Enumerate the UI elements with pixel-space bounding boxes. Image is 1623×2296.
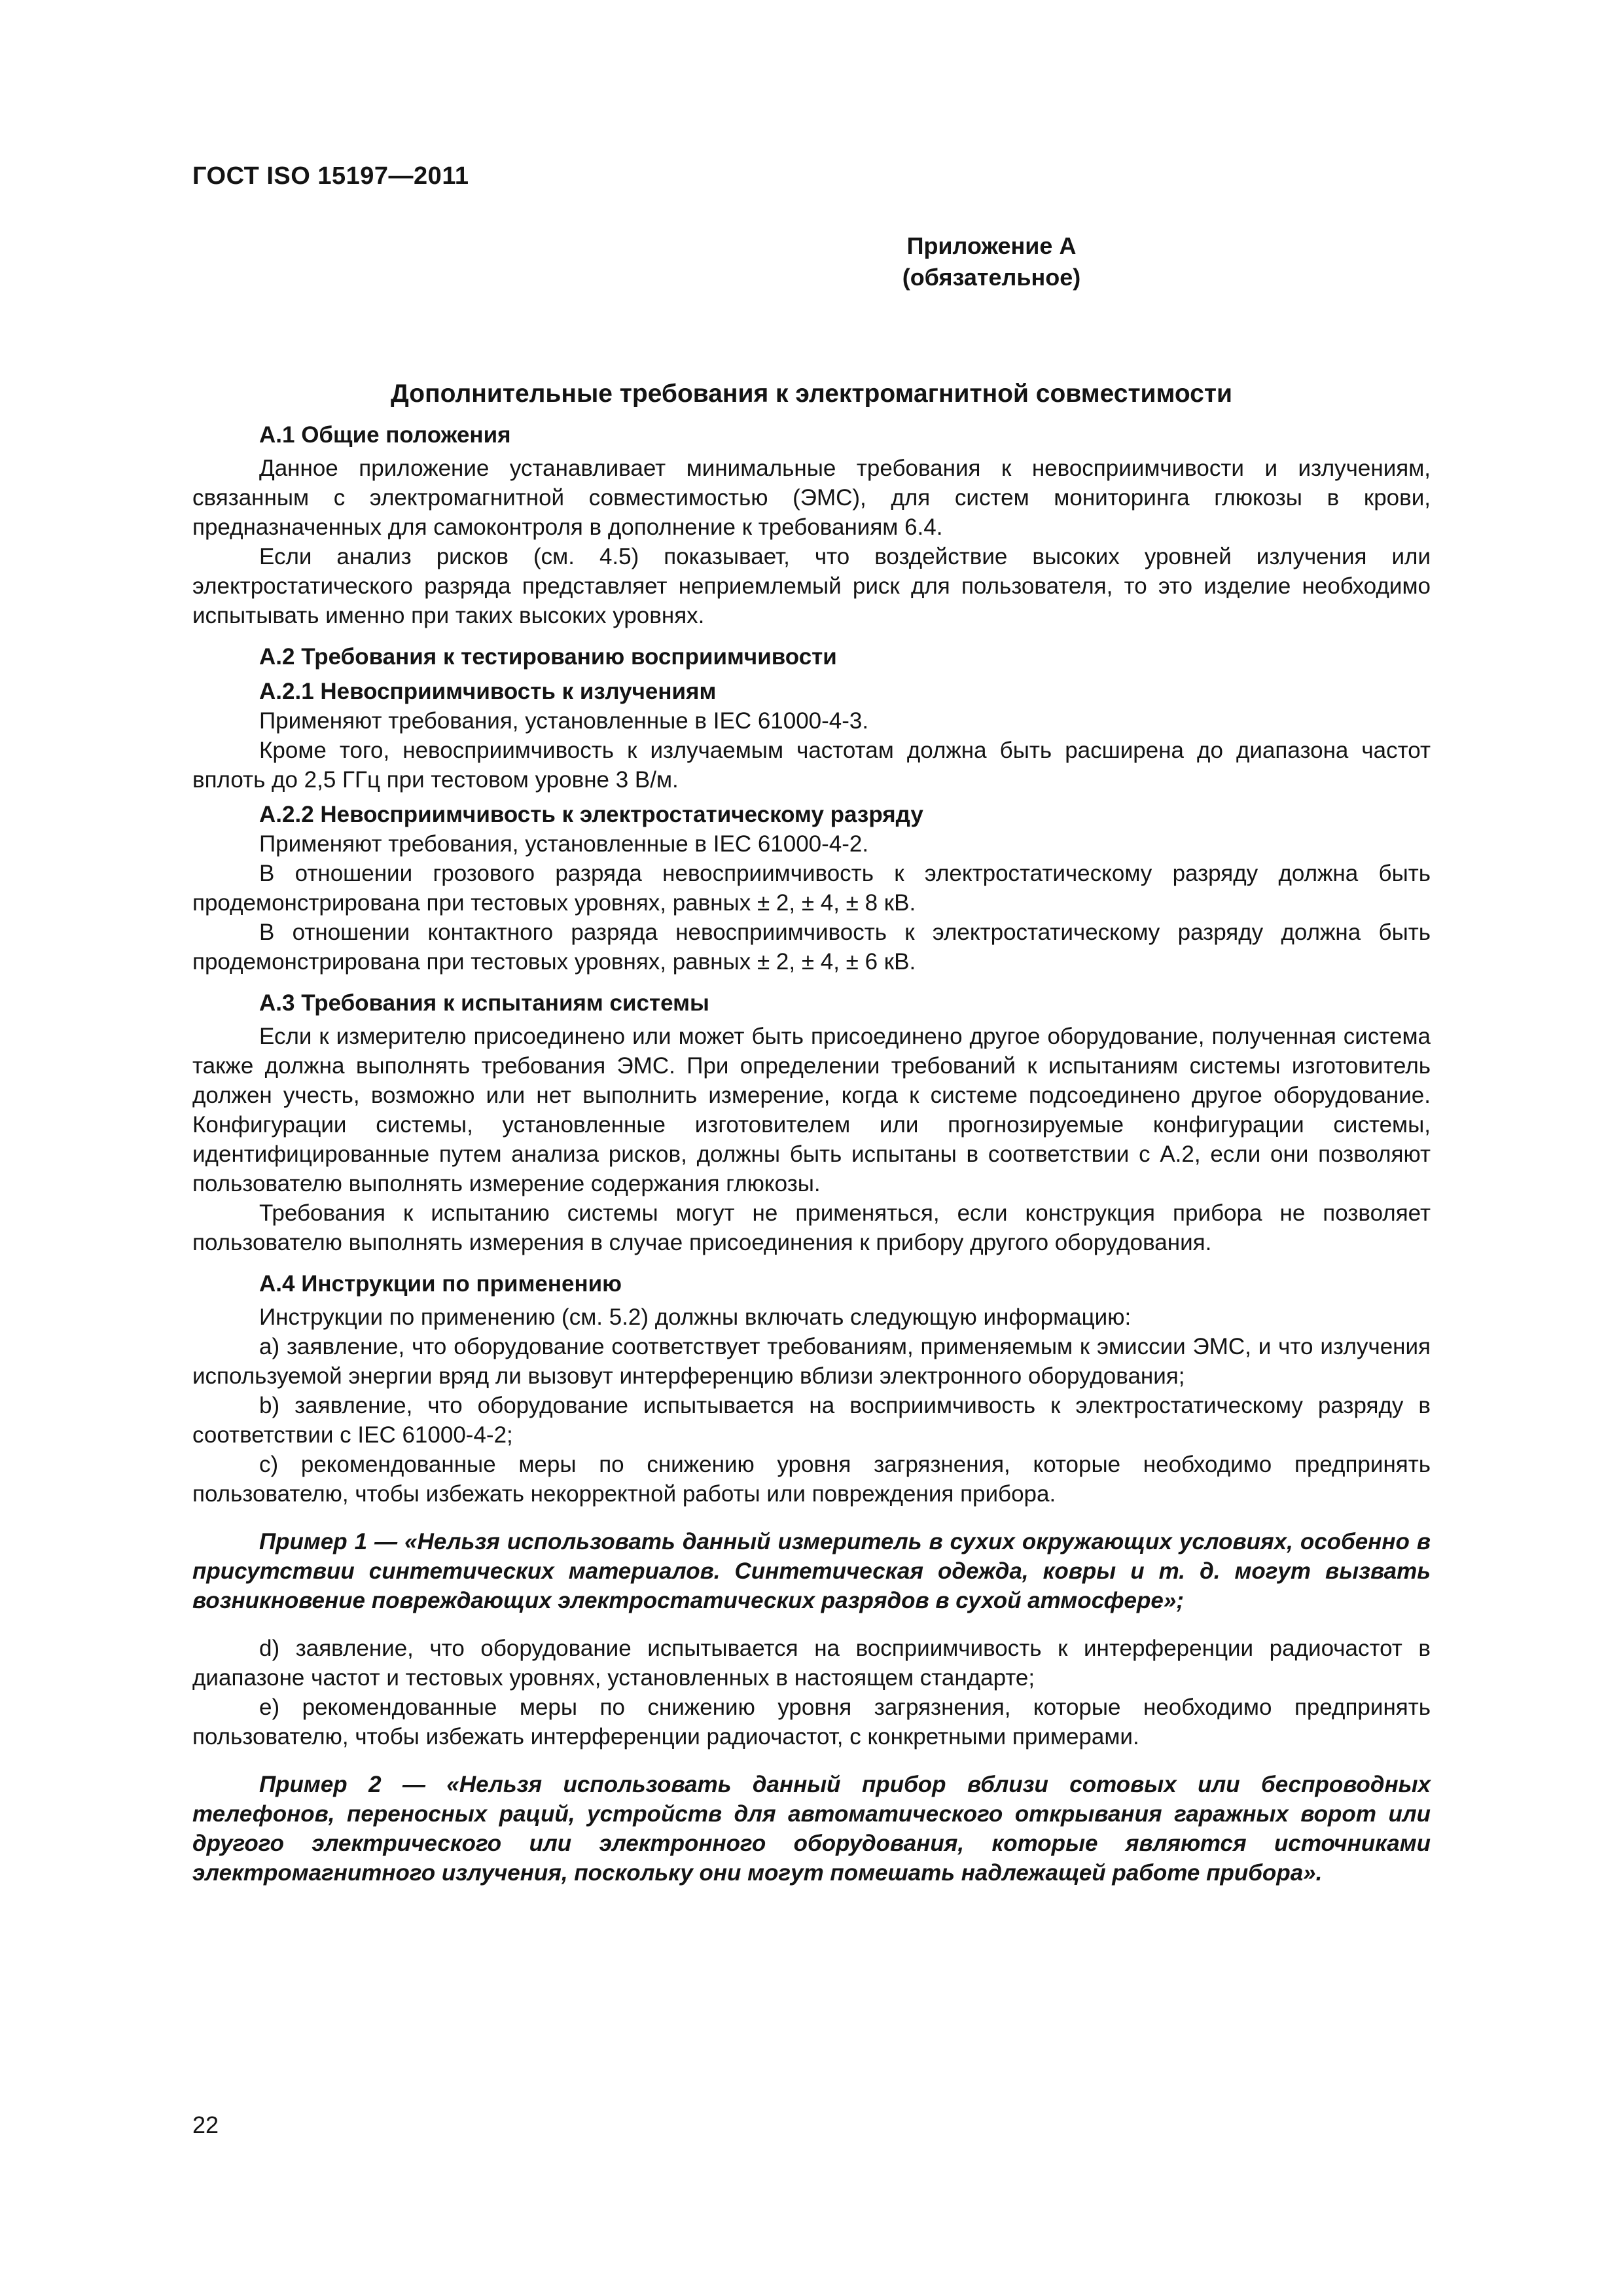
list-item: с) рекомендованные меры по снижению уровня загрязнения, которые необходимо предпринять пользователю, чтобы избежать некорректной работы или повреждения прибора.: [192, 1452, 1431, 1507]
annex-title: Дополнительные требования к электромагнитной совместимости: [391, 380, 1232, 408]
annex-label: Приложение А: [906, 232, 1077, 259]
section-heading-a1: А.1 Общие положения: [259, 422, 511, 448]
annex-status: (обязательное): [902, 264, 1081, 291]
paragraph: Кроме того, невосприимчивость к излучаемым частотам должна быть расширена до диапазона частот вплоть до 2,5 ГГц при тестовом уровне 3 В/м.: [192, 738, 1431, 793]
paragraph: В отношении грозового разряда невосприимчивость к электростатическому разряду должна быть продемонстрирована при тестовых уровнях, равных ± 2, ± 4, ± 8 кВ.: [192, 861, 1431, 916]
document-body: [192, 420, 1431, 1906]
paragraph: В отношении контактного разряда невосприимчивость к электростатическому разряду должна быть продемонстрирована при тестовых уровнях, равных ± 2, ± 4, ± 6 кВ.: [192, 920, 1431, 975]
example-note: Пример 2 — «Нельзя использовать данный прибор вблизи сотовых или беспроводных телефонов, переносных раций, устройств для автоматического открывания гаражных ворот или другого электрического или электронного оборудования, которые являются источниками электромагнитного излучения, поскольку они могут помешать надлежащей работе прибора».: [192, 1772, 1431, 1886]
list-item: b) заявление, что оборудование испытывается на восприимчивость к электростатическому разряду в соответствии с IEC 61000-4-2;: [192, 1393, 1431, 1448]
paragraph: Применяют требования, установленные в IEC 61000-4-3.: [259, 708, 869, 734]
list-item: а) заявление, что оборудование соответствует требованиям, применяемым к эмиссии ЭМС, и что излучения используемой энергии вряд ли вызовут интерференцию вблизи электронного оборудования;: [192, 1334, 1431, 1389]
paragraph: Применяют требования, установленные в IEC 61000-4-2.: [259, 831, 869, 857]
standard-designation: ГОСТ ISO 15197—2011: [192, 162, 469, 190]
paragraph: Данное приложение устанавливает минимальные требования к невосприимчивости и излучениям, связанным с электромагнитной совместимостью (ЭМС), для систем мониторинга глюкозы в крови, предназначенных для самоконтроля в дополнение к требованиям 6.4.: [192, 456, 1431, 540]
page-number: 22: [192, 2111, 219, 2138]
example-note: Пример 1 — «Нельзя использовать данный измеритель в сухих окружающих условиях, особенно в присутствии синтетических материалов. Синтетическая одежда, ковры и т. д. могут вызвать возникновение повреждающих электростатических разрядов в сухой атмосфере»;: [192, 1529, 1431, 1613]
list-item: е) рекомендованные меры по снижению уровня загрязнения, которые необходимо предпринять пользователю, чтобы избежать интерференции радиочастот, с конкретными примерами.: [192, 1695, 1431, 1749]
annex-label-block: [192, 230, 1431, 293]
paragraph: Требования к испытанию системы могут не применяться, если конструкция прибора не позволяет пользователю выполнять измерения в случае присоединения к прибору другого оборудования.: [192, 1200, 1431, 1255]
paragraph: Инструкции по применению (см. 5.2) должны включать следующую информацию:: [259, 1304, 1132, 1330]
section-heading-a4: А.4 Инструкции по применению: [259, 1271, 622, 1297]
section-heading-a2-1: А.2.1 Невосприимчивость к излучениям: [259, 679, 717, 704]
section-heading-a2: А.2 Требования к тестированию восприимчивости: [259, 644, 837, 670]
section-heading-a2-2: А.2.2 Невосприимчивость к электростатическому разряду: [259, 802, 923, 827]
paragraph: Если к измерителю присоединено или может быть присоединено другое оборудование, полученная система также должна выполнять требования ЭМС. При определении требований к испытаниям системы изготовитель должен учесть, возможно или нет выполнить измерение, когда к системе подсоединено другое оборудование. Конфигурации системы, установленные изготовителем или прогнозируемые конфигурации системы, идентифицированные путем анализа рисков, должны быть испытаны в соответствии с А.2, если они позволяют пользователю выполнять измерение содержания глюкозы.: [192, 1024, 1431, 1196]
paragraph: Если анализ рисков (см. 4.5) показывает, что воздействие высоких уровней излучения или электростатического разряда представляет неприемлемый риск для пользователя, то это изделие необходимо испытывать именно при таких высоких уровнях.: [192, 544, 1431, 628]
section-heading-a3: А.3 Требования к испытаниям системы: [259, 990, 709, 1016]
list-item: d) заявление, что оборудование испытывается на восприимчивость к интерференции радиочастот в диапазоне частот и тестовых уровнях, установленных в настоящем стандарте;: [192, 1636, 1431, 1691]
